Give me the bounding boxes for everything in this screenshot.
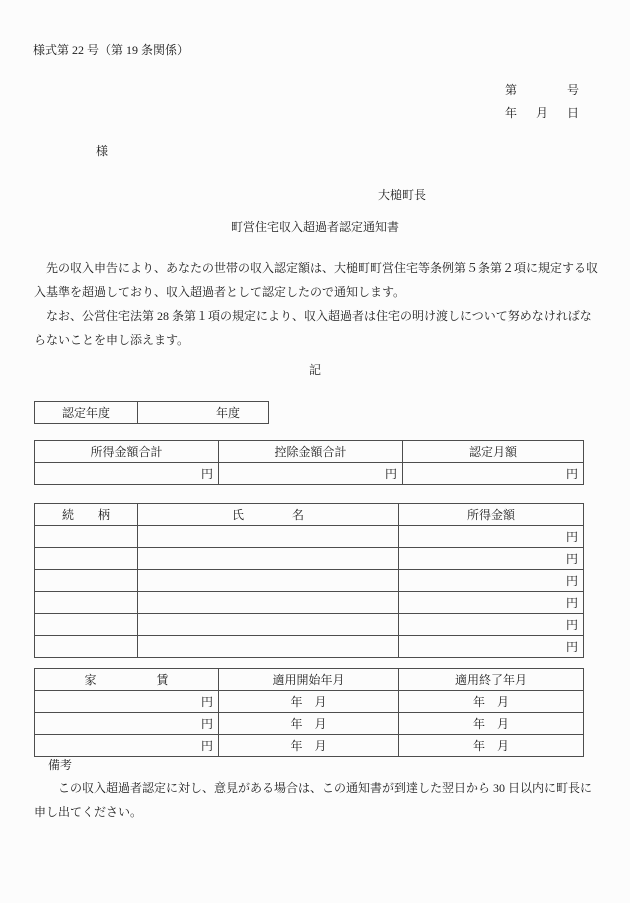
doc-number-prefix: 第 [505,83,518,97]
income-amount-cell: 円 [399,548,584,570]
remarks-label: 備考 [48,758,73,772]
certified-monthly-amount-header: 認定月額 [403,441,584,463]
income-amount-cell: 円 [399,592,584,614]
income-summary-value-row [35,463,584,485]
start-year-month-cell: 年 月 [219,691,399,713]
rent-row [35,735,584,757]
certification-year-table [34,401,269,424]
income-amount-cell: 円 [399,614,584,636]
rent-table [34,668,584,757]
certified-monthly-amount-value-cell: 円 [403,463,584,485]
relation-cell [35,570,138,592]
household-members-table [34,503,584,658]
name-cell [138,592,399,614]
name-cell [138,526,399,548]
relation-header: 続 柄 [35,504,138,526]
household-row [35,592,584,614]
start-year-month-cell: 年 月 [219,713,399,735]
deduction-total-value-cell: 円 [219,463,403,485]
sender-title: 大槌町長 [378,188,427,202]
certification-year-row [35,402,269,424]
rent-header: 家 賃 [35,669,219,691]
relation-cell [35,614,138,636]
rent-row [35,691,584,713]
income-total-value-cell: 円 [35,463,219,485]
relation-cell [35,548,138,570]
rent-header-row [35,669,584,691]
name-header: 氏 名 [138,504,399,526]
start-year-month-cell: 年 月 [219,735,399,757]
date-line [505,104,579,121]
income-total-header: 所得金額合計 [35,441,219,463]
date-day-label: 日 [566,106,579,120]
income-amount-cell: 円 [399,570,584,592]
household-row [35,526,584,548]
name-cell [138,548,399,570]
relation-cell [35,592,138,614]
income-amount-cell: 円 [399,526,584,548]
income-amount-header: 所得金額 [399,504,584,526]
doc-number-line [505,81,579,98]
household-row [35,570,584,592]
date-month-label: 月 [535,106,548,120]
name-cell [138,614,399,636]
remarks-line: この収入超過者認定に対し、意見がある場合は、この通知書が到達した翌日から 30 日以内に町長に [34,781,593,795]
name-cell [138,636,399,658]
document-title: 町営住宅収入超過者認定通知書 [230,220,399,234]
application-start-header: 適用開始年月 [219,669,399,691]
income-amount-cell: 円 [399,636,584,658]
rent-row [35,713,584,735]
rent-amount-cell: 円 [35,713,219,735]
end-year-month-cell: 年 月 [399,713,584,735]
household-row [35,548,584,570]
body-line: 入基準を超過しており、収入超過者として認定したので通知します。 [34,285,406,299]
body-paragraphs [34,256,598,352]
relation-cell [35,636,138,658]
certification-year-label-cell: 認定年度 [35,402,138,424]
remarks-paragraph [34,776,598,824]
certification-year-value-cell: 年度 [138,402,269,424]
body-line: 先の収入申告により、あなたの世帯の収入認定額は、大槌町町営住宅等条例第５条第２項に規定する収 [34,261,599,275]
income-summary-table [34,440,584,485]
rent-amount-cell: 円 [35,691,219,713]
recipient-honorific: 様 [96,144,109,158]
end-year-month-cell: 年 月 [399,735,584,757]
application-end-header: 適用終了年月 [399,669,584,691]
income-summary-header-row [35,441,584,463]
body-line: なお、公営住宅法第 28 条第１項の規定により、収入超過者は住宅の明け渡しについて努めなければな [34,309,592,323]
relation-cell [35,526,138,548]
body-line: らないことを申し添えます。 [34,333,190,347]
doc-number-suffix: 号 [566,83,579,97]
household-row [35,636,584,658]
name-cell [138,570,399,592]
remarks-line: 申し出てください。 [34,805,143,819]
form-number: 様式第 22 号（第 19 条関係） [33,43,190,57]
household-header-row [35,504,584,526]
rent-amount-cell: 円 [35,735,219,757]
record-marker: 記 [308,363,321,377]
household-row [35,614,584,636]
date-year-label: 年 [505,106,518,120]
deduction-total-header: 控除金額合計 [219,441,403,463]
end-year-month-cell: 年 月 [399,691,584,713]
